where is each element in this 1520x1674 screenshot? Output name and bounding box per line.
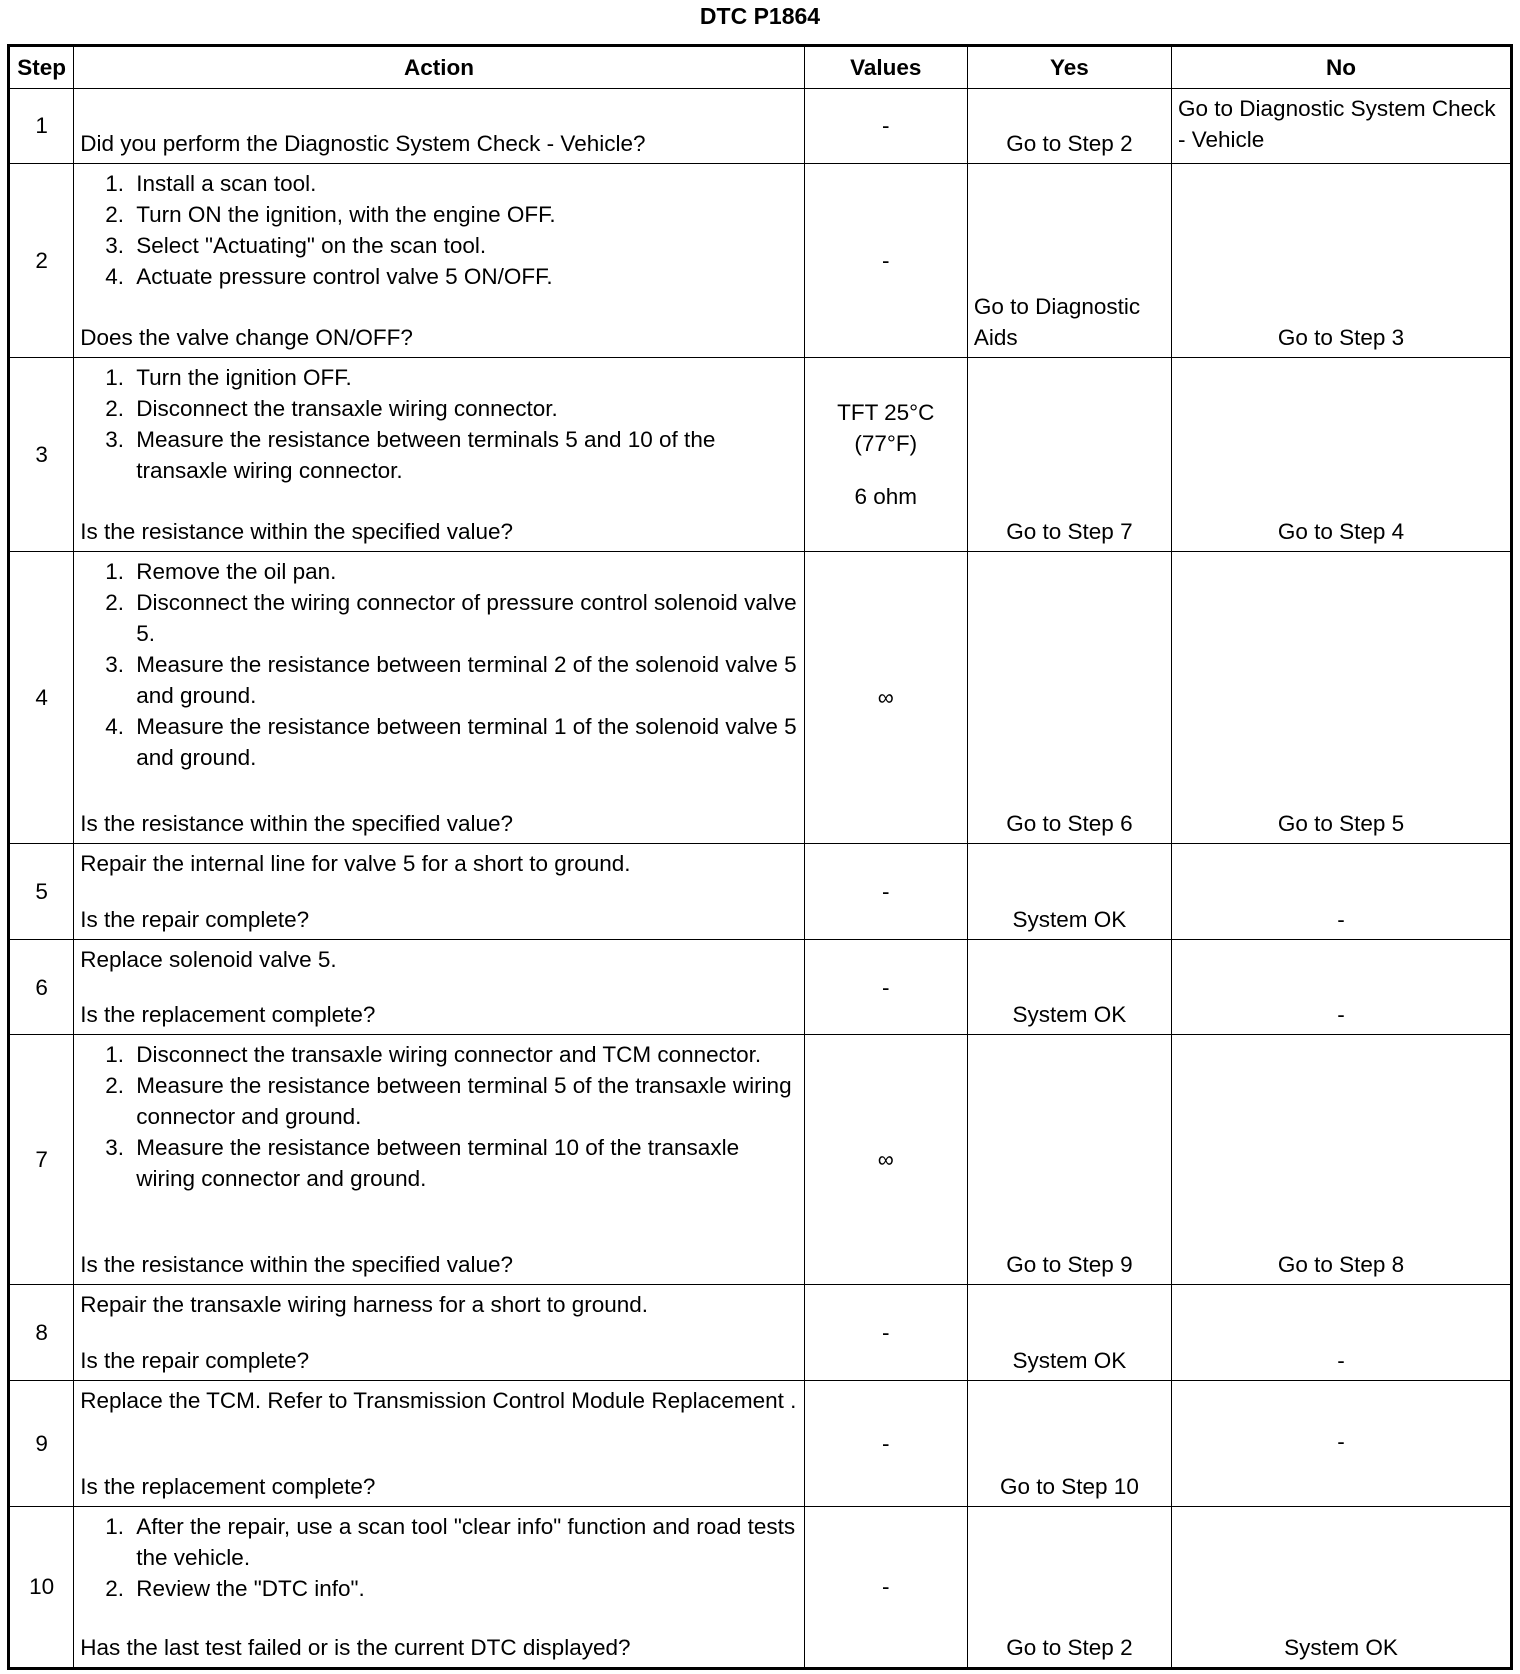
action-intro: Replace solenoid valve 5. [80,946,337,972]
action-cell [74,551,804,843]
table-row [9,357,1512,551]
yes-text: Go to Step 10 [999,1473,1139,1499]
no-result [1172,939,1512,1035]
value-line: - [882,878,890,904]
yes-text: Go to Step 2 [1006,130,1133,156]
values-cell [804,357,967,551]
no-result [1172,551,1512,843]
step-number: 4 [9,551,74,843]
yes-text: Go to Step 7 [1006,518,1133,544]
action-cell [74,89,804,164]
step-number: 7 [9,1035,74,1285]
dtc-table [7,44,1513,1670]
header-row [9,46,1512,89]
no-result [1172,89,1512,164]
yes-text: System OK [1012,1348,1127,1374]
value-line: TFT 25°C [837,399,935,425]
action-question: Did you perform the Diagnostic System Check - Vehicle? [80,130,646,156]
action-step-item: 4. Actuate pressure control valve 5 ON/OFF. [130,261,797,292]
no-result [1172,1506,1512,1668]
action-step-item: 3. Measure the resistance between terminals 5 and 10 of the transaxle wiring connector. [130,424,797,486]
yes-text: Go to Step 2 [1006,1635,1133,1660]
action-instructions [80,1511,797,1624]
values-cell [804,939,967,1035]
step-number: 9 [9,1381,74,1506]
yes-result [967,89,1171,164]
yes-result [967,1285,1171,1381]
table-body [9,89,1512,1669]
table-row [9,1506,1512,1668]
yes-text: System OK [1012,906,1127,932]
action-instructions [80,362,797,506]
action-cell [74,1035,804,1285]
action-question: Has the last test failed or is the current DTC displayed? [80,1635,631,1660]
yes-result [967,1381,1171,1506]
action-instructions [80,556,797,793]
yes-result [967,1035,1171,1285]
values-cell [804,1506,967,1668]
action-step-item: 1. Disconnect the transaxle wiring connector and TCM connector. [130,1039,797,1070]
action-instructions [80,848,797,879]
action-intro: Repair the internal line for valve 5 for a short to ground. [80,850,631,876]
action-instructions [80,1385,797,1416]
no-text: - [1337,1348,1345,1374]
action-instructions [80,1039,797,1214]
table-row [9,939,1512,1035]
table-row [9,163,1512,357]
action-cell [74,1506,804,1668]
action-step-item: 1. Turn the ignition OFF. [130,362,797,393]
value-line: ∞ [877,1147,894,1173]
action-content [80,164,797,357]
action-step-item: 2. Turn ON the ignition, with the engine OFF. [130,199,797,230]
header-values: Values [804,46,967,89]
values-cell [804,843,967,939]
step-number: 3 [9,357,74,551]
yes-text: Go to Diagnostic Aids [973,293,1141,350]
table-row [9,89,1512,164]
values-cell [804,163,967,357]
action-content [80,844,797,939]
action-step-item: 3. Measure the resistance between terminal 2 of the solenoid valve 5 and ground. [130,649,797,711]
no-text: - [1337,1428,1345,1454]
table-row [9,551,1512,843]
action-steps-list [80,556,797,773]
yes-text: Go to Step 6 [1006,810,1133,836]
action-cell [74,1285,804,1381]
no-text: - [1337,906,1345,932]
no-result [1172,1381,1512,1506]
action-question: Is the replacement complete? [80,1473,376,1499]
yes-result [967,357,1171,551]
action-content [80,1285,797,1380]
value-line: - [882,1430,890,1456]
yes-text: Go to Step 9 [1006,1252,1133,1278]
yes-text: System OK [1012,1002,1127,1028]
values-cell [804,1035,967,1285]
no-text: Go to Step 4 [1277,518,1405,544]
action-question: Is the resistance within the specified value? [80,810,513,836]
value-line: - [882,974,890,1000]
values-cell [804,1285,967,1381]
step-number: 2 [9,163,74,357]
yes-result [967,1506,1171,1668]
no-result [1172,163,1512,357]
action-step-item: 1. Remove the oil pan. [130,556,797,587]
action-content [80,1035,797,1284]
header-yes: Yes [967,46,1171,89]
yes-result [967,843,1171,939]
action-cell [74,939,804,1035]
action-instructions [80,1289,797,1320]
action-step-item: 3. Measure the resistance between terminal 10 of the transaxle wiring connector and ground. [130,1132,797,1194]
value-line: - [882,1320,890,1346]
action-step-item: 2. Disconnect the transaxle wiring connector. [130,393,797,424]
no-result [1172,1035,1512,1285]
action-cell [74,163,804,357]
action-content [80,552,797,843]
action-cell [74,843,804,939]
yes-result [967,551,1171,843]
table-row [9,843,1512,939]
action-instructions [80,168,797,312]
table-row [9,1035,1512,1285]
action-step-item: 1. Install a scan tool. [130,168,797,199]
value-line: - [882,113,890,139]
action-content [80,89,797,163]
action-steps-list [80,168,797,292]
no-result [1172,1285,1512,1381]
table-row [9,1381,1512,1506]
value-line: 6 ohm [854,483,918,509]
no-result [1172,843,1512,939]
action-question: Is the repair complete? [80,906,310,932]
value-line: - [882,1574,890,1600]
header-step: Step [9,46,74,89]
action-question: Does the valve change ON/OFF? [80,324,413,350]
action-step-item: 4. Measure the resistance between terminal 1 of the solenoid valve 5 and ground. [130,711,797,773]
no-text: Go to Step 5 [1277,810,1405,836]
step-number: 6 [9,939,74,1035]
yes-result [967,163,1171,357]
action-instructions [80,944,797,975]
value-line: ∞ [877,684,894,710]
action-step-item: 1. After the repair, use a scan tool "clear info" function and road tests the vehicle. [130,1511,797,1573]
action-question: Is the resistance within the specified value? [80,1252,513,1278]
action-intro: Repair the transaxle wiring harness for a short to ground. [80,1292,649,1318]
action-cell [74,357,804,551]
action-question: Is the repair complete? [80,1348,310,1374]
action-steps-list [80,1511,797,1604]
page-title: DTC P1864 [699,3,821,29]
header-no: No [1172,46,1512,89]
values-cell [804,1381,967,1506]
step-number: 1 [9,89,74,164]
no-text: Go to Diagnostic System Check - Vehicle [1178,96,1496,152]
action-cell [74,1381,804,1506]
action-step-item: 2. Measure the resistance between terminal 5 of the transaxle wiring connector and ground. [130,1070,797,1132]
values-cell [804,89,967,164]
action-question: Is the resistance within the specified value? [80,518,513,544]
no-text: - [1337,1002,1345,1028]
no-text: System OK [1284,1635,1398,1660]
action-question: Is the replacement complete? [80,1002,376,1028]
action-intro: Replace the TCM. Refer to Transmission Control Module Replacement . [80,1388,797,1414]
action-step-item: 2. Disconnect the wiring connector of pressure control solenoid valve 5. [130,587,797,649]
action-step-item: 2. Review the "DTC info". [130,1573,797,1604]
step-number: 8 [9,1285,74,1381]
step-number: 5 [9,843,74,939]
yes-result [967,939,1171,1035]
value-line [811,459,961,481]
action-steps-list [80,362,797,486]
action-content [80,940,797,1035]
action-step-item: 3. Select "Actuating" on the scan tool. [130,230,797,261]
no-text: Go to Step 8 [1277,1252,1405,1278]
table-row [9,1285,1512,1381]
action-content [80,358,797,551]
values-cell [804,551,967,843]
no-text: Go to Step 3 [1277,324,1405,350]
header-action: Action [74,46,804,89]
step-number: 10 [9,1506,74,1668]
action-content [80,1507,797,1667]
value-line: (77°F) [854,430,918,456]
value-line: - [882,247,890,273]
action-steps-list [80,1039,797,1194]
action-content [80,1381,797,1505]
no-result [1172,357,1512,551]
